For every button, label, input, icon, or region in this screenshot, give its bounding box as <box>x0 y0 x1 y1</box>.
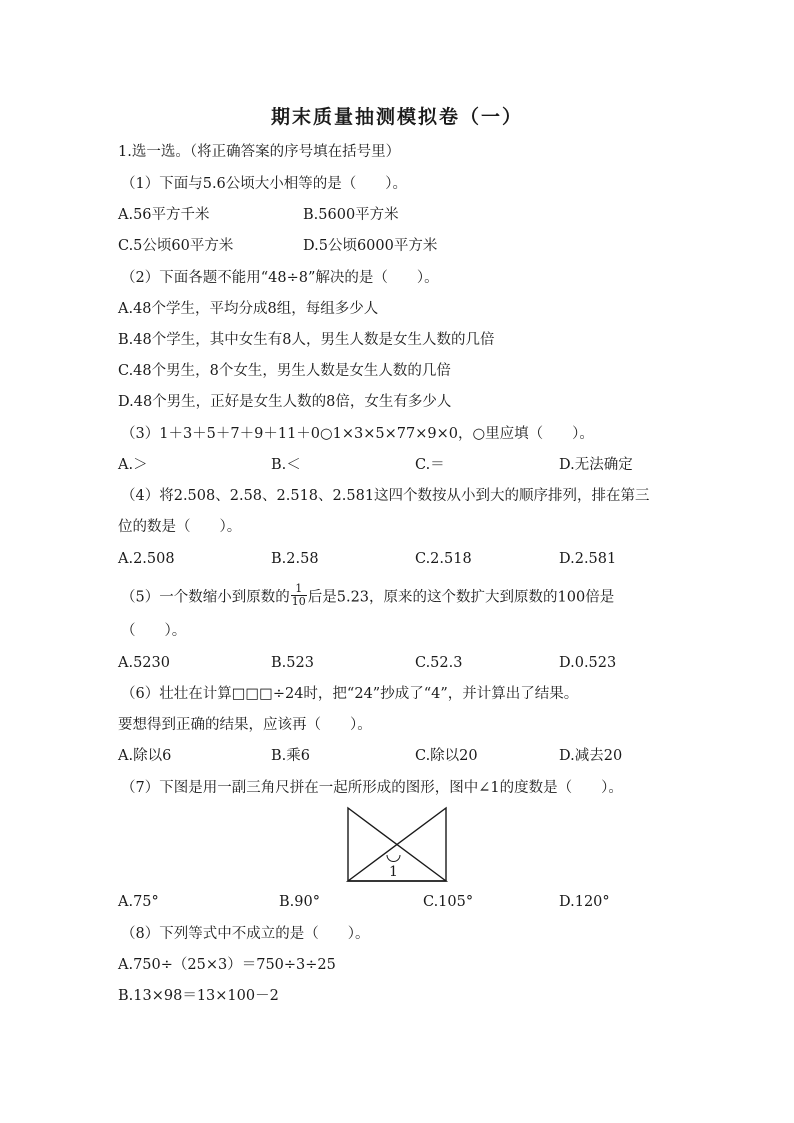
question-7-option-d: D.120° <box>559 894 610 910</box>
question-5-stem-before: （5）一个数缩小到原数的 <box>121 589 290 606</box>
question-1-option-d: D.5公顷6000平方米 <box>303 238 438 254</box>
question-6-option-d: D.减去20 <box>559 748 623 764</box>
fraction-numerator: 1 <box>291 583 307 596</box>
question-6-option-a: A.除以6 <box>118 748 172 764</box>
question-1-option-c: C.5公顷60平方米 <box>118 238 234 254</box>
question-4-option-d: D.2.581 <box>559 551 617 567</box>
question-7-option-b: B.90° <box>279 894 320 910</box>
question-2-option-d: D.48个男生，正好是女生人数的8倍，女生有多少人 <box>118 394 452 410</box>
question-1-option-b: B.5600平方米 <box>303 207 399 223</box>
question-1-stem: （1）下面与5.6公顷大小相等的是（ ）。 <box>121 176 408 192</box>
question-6-stem-line-1: （6）壮壮在计算□□□÷24时，把“24”抄成了“4”，并计算出了结果。 <box>121 686 579 702</box>
question-6-option-c: C.除以20 <box>415 748 478 764</box>
question-4-option-b: B.2.58 <box>271 551 319 567</box>
question-7-option-c: C.105° <box>423 894 474 910</box>
question-4-option-a: A.2.508 <box>118 551 175 567</box>
question-4-stem-line-2: 位的数是（ ）。 <box>118 519 242 535</box>
question-1-option-a: A.56平方千米 <box>118 207 210 223</box>
question-2-option-b: B.48个学生，其中女生有8人，男生人数是女生人数的几倍 <box>118 332 495 348</box>
question-4-option-c: C.2.518 <box>415 551 472 567</box>
section-1-heading: 1.选一选。（将正确答案的序号填在括号里） <box>118 144 401 160</box>
question-5-option-d: D.0.523 <box>559 655 617 671</box>
question-5-stem-line-2: （ ）。 <box>121 623 187 639</box>
fraction-denominator: 10 <box>291 595 306 608</box>
question-3-option-c: C.＝ <box>415 457 445 473</box>
question-8-option-b: B.13×98＝13×100－2 <box>118 988 279 1004</box>
question-5-stem-line-1 <box>121 582 615 610</box>
fraction-one-tenth <box>291 583 307 608</box>
question-5-stem-after: 后是5.23，原来的这个数扩大到原数的100倍是 <box>307 589 615 606</box>
question-3-option-b: B.＜ <box>271 457 301 473</box>
question-5-option-b: B.523 <box>271 655 314 671</box>
question-6-stem-line-2: 要想得到正确的结果，应该再（ ）。 <box>118 717 372 733</box>
question-3-option-d: D.无法确定 <box>559 457 633 473</box>
question-2-option-a: A.48个学生，平均分成8组，每组多少人 <box>118 301 379 317</box>
question-5-option-c: C.52.3 <box>415 655 463 671</box>
page-title: 期末质量抽测模拟卷（一） <box>270 106 523 128</box>
question-2-stem: （2）下面各题不能用“48÷8”解决的是（ ）。 <box>121 270 439 286</box>
angle-1-label: 1 <box>389 864 398 880</box>
question-8-option-a: A.750÷（25×3）＝750÷3÷25 <box>118 957 336 973</box>
set-square-figure <box>340 804 452 886</box>
question-8-stem: （8）下列等式中不成立的是（ ）。 <box>121 926 370 942</box>
question-7-stem: （7）下图是用一副三角尺拼在一起所形成的图形，图中∠1的度数是（ ）。 <box>121 780 623 796</box>
question-3-stem: （3）1＋3＋5＋7＋9＋11＋0○1×3×5×77×9×0，○里应填（ ）。 <box>121 426 594 442</box>
question-5-option-a: A.5230 <box>118 655 170 671</box>
question-3-option-a: A.＞ <box>118 457 148 473</box>
question-4-stem-line-1: （4）将2.508、2.58、2.518、2.581这四个数按从小到大的顺序排列，排在第三 <box>121 488 650 504</box>
question-7-option-a: A.75° <box>118 894 159 910</box>
question-2-option-c: C.48个男生，8个女生，男生人数是女生人数的几倍 <box>118 363 451 379</box>
question-6-option-b: B.乘6 <box>271 748 310 764</box>
angle-1-arc <box>387 855 400 861</box>
